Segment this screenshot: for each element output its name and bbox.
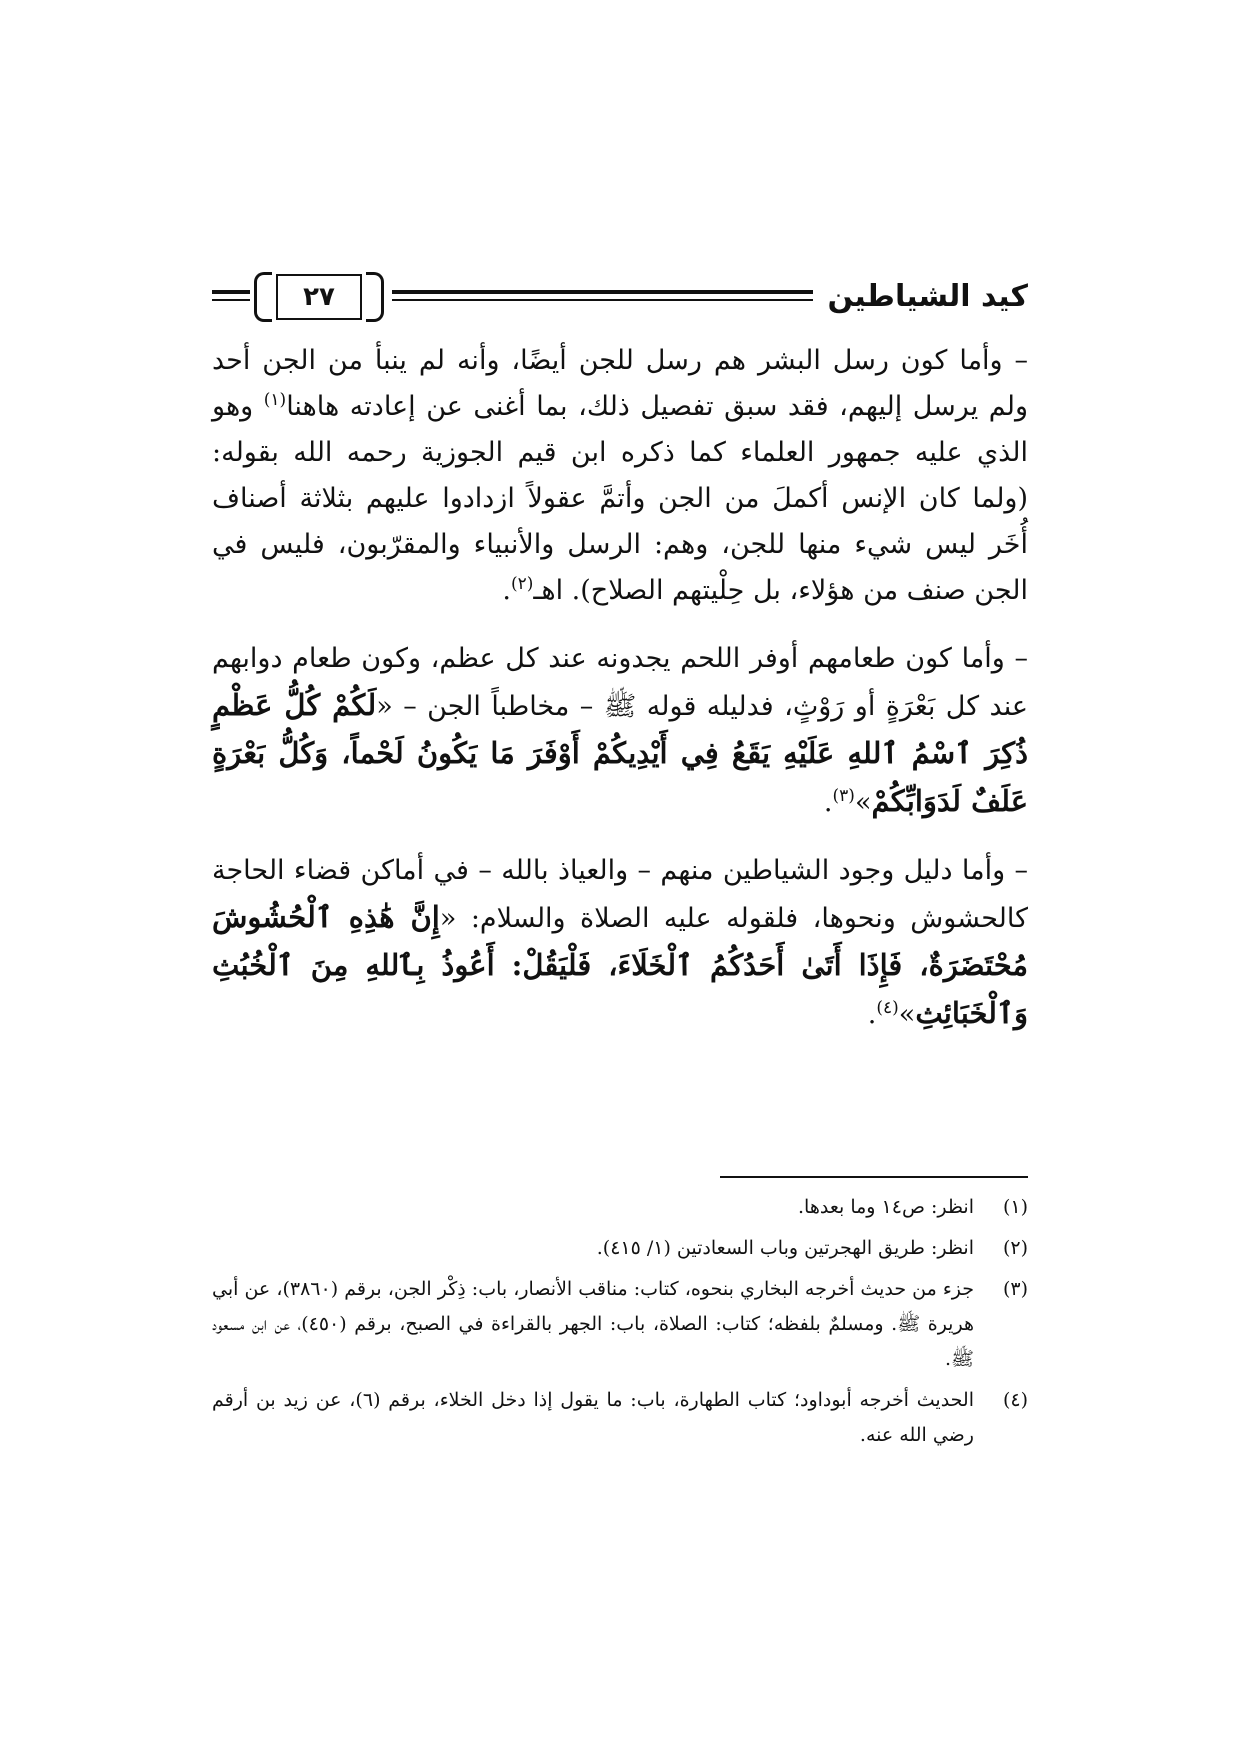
footnote-number: (١) [1002, 1196, 1028, 1218]
footnote-number: (٣) [1002, 1278, 1028, 1300]
footnotes [212, 1190, 1028, 1459]
footnote-text: انظر: ص١٤ وما بعدها. [798, 1196, 974, 1218]
page-number-frame [254, 270, 384, 324]
page-number: ٢٧ [276, 274, 362, 320]
footnote-number: (٢) [1002, 1237, 1028, 1259]
footnote-ref: (٤) [876, 998, 899, 1018]
footnote-ref: (١) [263, 390, 287, 410]
paragraph: – وأما كون طعامهم أوفر اللحم يجدونه عند كل عظم، وكون طعام دوابهم عند كل بَعْرَةٍ أو رَوْثٍ، فدليله قوله ﷺ – مخاطباً الجن – «لَكُمْ كُلُّ عَظْمٍ ذُكِرَ ٱسْمُ ٱللهِ عَلَيْهِ يَقَعُ فِي أَيْدِيكُمْ أَوْفَرَ مَا يَكُونُ لَحْماً، وَكُلُّ بَعْرَةٍ عَلَفٌ لَدَوَابِّكُمْ»$^{(٣)}$. [212, 643, 1028, 818]
footnote-text: جزء من حديث أخرجه البخاري بنحوه، كتاب: مناقب الأنصار، باب: ذِكْر الجن، برقم (٣٨٦٠)، عن أبي هريرة ﷺ. ومسلمٌ بلفظه؛ كتاب: الصلاة، باب: الجهر بالقراءة في الصبح، برقم (٤٥٠)، عن ابن مسعود ﷺ. [212, 1278, 975, 1370]
footnote [212, 1272, 1028, 1377]
footnote-number: (٤) [1002, 1389, 1028, 1411]
footnote [212, 1231, 1028, 1266]
page-header [212, 270, 1028, 324]
footnote-ref: (٢) [511, 574, 534, 594]
footnote-text: الحديث أخرجه أبوداود؛ كتاب الطهارة، باب: ما يقول إذا دخل الخلاء، برقم (٦)، عن زيد بن أرقم رضي الله عنه. [212, 1389, 974, 1446]
running-title: كيد الشياطين [827, 279, 1028, 314]
paragraph: – وأما دليل وجود الشياطين منهم – والعياذ بالله – في أماكن قضاء الحاجة كالحشوش ونحوها، فلقوله عليه الصلاة والسلام: «إِنَّ هَٰذِهِ ٱلْحُشُوشَ مُحْتَضَرَةٌ، فَإِذَا أَتَىٰ أَحَدُكُمُ ٱلْخَلَاءَ، فَلْيَقُلْ: أَعُوذُ بِٱللهِ مِنَ ٱلْخُبُثِ وَٱلْخَبَائِثِ»$^{(٤)}$. [212, 855, 1028, 1030]
footnote-text: انظر: طريق الهجرتين وباب السعادتين (١/ ٤١٥). [596, 1237, 974, 1259]
footnote [212, 1190, 1028, 1225]
body-text [212, 338, 1028, 1060]
header-rule-left [212, 290, 250, 304]
footnote-separator [720, 1176, 1028, 1178]
paragraph: – وأما كون رسل البشر هم رسل للجن أيضًا، وأنه لم ينبأ من الجن أحد ولم يرسل إليهم، فقد سبق تفصيل ذلك، بما أغنى عن إعادته هاهنا$^{(١)}$ وهو الذي عليه جمهور العلماء كما ذكره ابن قيم الجوزية رحمه الله بقوله: (ولما كان الإنس أكملَ من الجن وأتمَّ عقولاً ازدادوا عليهم بثلاثة أصناف أُخَر ليس شيء منها للجن، وهم: الرسل والأنبياء والمقرّبون، فليس في الجن صنف من هؤلاء، بل حِلْيتهم الصلاح). اهـ$^{(٢)}$. [212, 345, 1028, 606]
footnote-ref: (٣) [832, 786, 855, 806]
header-rule [392, 290, 813, 304]
footnote [212, 1383, 1028, 1453]
hadith-quote: لَكُمْ كُلُّ عَظْمٍ ذُكِرَ ٱسْمُ ٱللهِ عَلَيْهِ يَقَعُ فِي أَيْدِيكُمْ أَوْفَرَ مَا يَكُونُ لَحْماً، وَكُلُّ بَعْرَةٍ عَلَفٌ لَدَوَابِّكُمْ [212, 688, 1028, 818]
hadith-quote: إِنَّ هَٰذِهِ ٱلْحُشُوشَ مُحْتَضَرَةٌ، فَإِذَا أَتَىٰ أَحَدُكُمُ ٱلْخَلَاءَ، فَلْيَقُلْ: أَعُوذُ بِٱللهِ مِنَ ٱلْخُبُثِ وَٱلْخَبَائِثِ [212, 900, 1028, 1030]
